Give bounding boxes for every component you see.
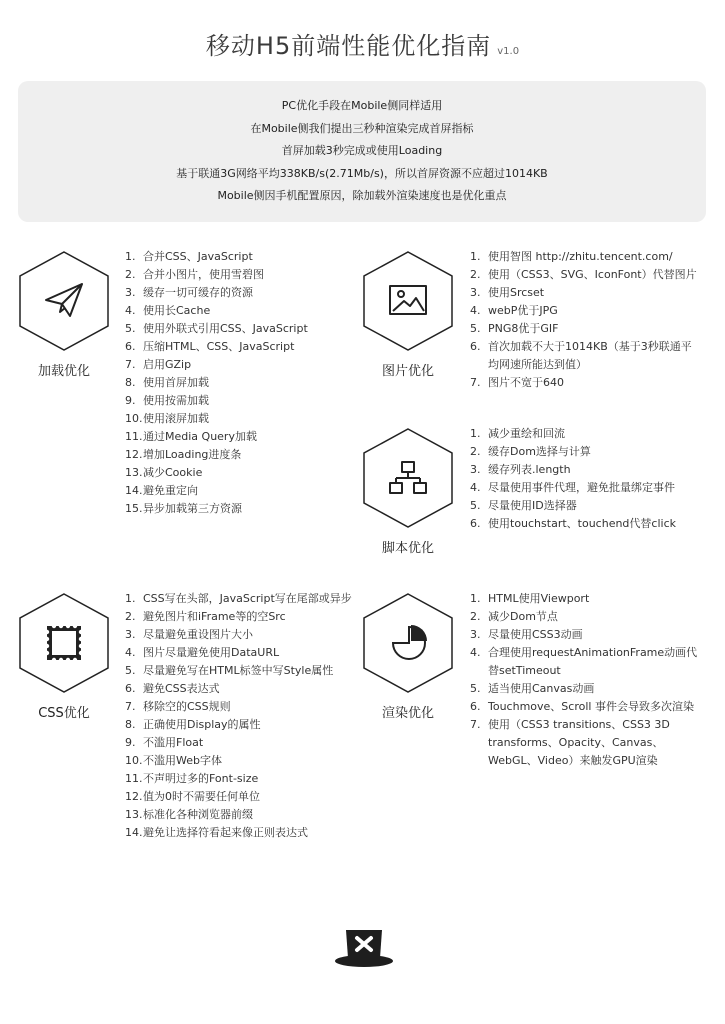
- css-list: [125, 590, 355, 842]
- list-item-number: 6.: [125, 682, 136, 695]
- list-item: [125, 788, 355, 806]
- list-item: [125, 374, 340, 392]
- list-item: [125, 608, 355, 626]
- list-item-number: 4.: [125, 304, 136, 317]
- list-item-number: 7.: [125, 358, 136, 371]
- list-item: [470, 461, 700, 479]
- list-item-text: 缓存Dom选择与计算: [488, 445, 591, 458]
- list-item: [125, 680, 355, 698]
- list-item-number: 8.: [125, 718, 136, 731]
- list-item: [125, 824, 355, 842]
- list-item-text: 标准化各种浏览器前缀: [143, 808, 253, 821]
- hexagon-frame: [360, 248, 456, 358]
- list-item-number: 10.: [125, 412, 143, 425]
- loading-badge: [16, 248, 112, 379]
- paper-plane-icon: [46, 284, 82, 316]
- hexagon-frame: [360, 425, 456, 535]
- list-item-text: 正确使用Display的属性: [143, 718, 261, 731]
- list-item-number: 5.: [470, 499, 481, 512]
- list-item-text: 尽量使用ID选择器: [488, 499, 577, 512]
- list-item-number: 5.: [125, 664, 136, 677]
- list-item: [470, 284, 700, 302]
- list-item-text: 适当使用Canvas动画: [488, 682, 595, 695]
- list-item-number: 11.: [125, 430, 143, 443]
- page-title: 移动H5前端性能优化指南: [205, 32, 492, 60]
- list-item-number: 14.: [125, 826, 143, 839]
- list-item-text: 使用（CSS3 transitions、CSS3 3D transforms、Opacity、Canvas、WebGL、Video）来触发GPU渲染: [488, 718, 670, 767]
- list-item-number: 3.: [470, 463, 481, 476]
- list-item-number: 13.: [125, 808, 143, 821]
- list-item-number: 2.: [470, 268, 481, 281]
- top-hat-logo-icon: [334, 924, 394, 976]
- list-item-text: 缓存一切可缓存的资源: [143, 286, 253, 299]
- hexagon-frame: [16, 248, 112, 358]
- list-item-text: 使用智图 http://zhitu.tencent.com/: [488, 250, 673, 263]
- list-item: [470, 479, 700, 497]
- list-item: [125, 734, 355, 752]
- list-item-text: 不声明过多的Font-size: [143, 772, 259, 785]
- list-item-number: 13.: [125, 466, 143, 479]
- list-item: [125, 500, 340, 518]
- list-item-number: 8.: [125, 376, 136, 389]
- list-item-text: 移除空的CSS规则: [143, 700, 231, 713]
- list-item-number: 11.: [125, 772, 143, 785]
- list-item: [470, 374, 700, 392]
- list-item: [470, 590, 702, 608]
- list-item-text: 避免CSS表达式: [143, 682, 220, 695]
- list-item-text: 避免图片和iFrame等的空Src: [143, 610, 286, 623]
- list-item: [125, 698, 355, 716]
- list-item-number: 3.: [470, 286, 481, 299]
- list-item-number: 9.: [125, 394, 136, 407]
- list-item: [125, 752, 355, 770]
- list-item-number: 15.: [125, 502, 143, 515]
- list-item-text: 不滥用Web字体: [143, 754, 222, 767]
- section-label-image: 图片优化: [381, 364, 434, 379]
- list-item-number: 9.: [125, 736, 136, 749]
- list-item: [125, 266, 340, 284]
- list-item: [470, 497, 700, 515]
- list-item: [125, 338, 340, 356]
- list-item-text: 图片不宽于640: [488, 376, 564, 389]
- list-item-text: 使用长Cache: [143, 304, 211, 317]
- script-badge: [360, 425, 456, 556]
- page-header: [0, 26, 725, 61]
- list-item-number: 4.: [125, 646, 136, 659]
- image-badge: [360, 248, 456, 379]
- list-item-number: 5.: [470, 322, 481, 335]
- list-item-number: 1.: [125, 592, 136, 605]
- list-item-number: 2.: [470, 610, 481, 623]
- list-item: [470, 698, 702, 716]
- list-item-text: 通过Media Query加载: [143, 430, 257, 443]
- list-item: [125, 248, 340, 266]
- list-item: [125, 446, 340, 464]
- list-item: [125, 464, 340, 482]
- list-item-text: 值为0时不需要任何单位: [143, 790, 260, 803]
- list-item-text: 图片尽量避免使用DataURL: [143, 646, 280, 659]
- summary-line: 基于联通3G网络平均338KB/s(2.71Mb/s)，所以首屏资源不应超过1014KB: [176, 166, 548, 180]
- list-item: [470, 425, 700, 443]
- list-item-text: 不滥用Float: [143, 736, 204, 749]
- summary-line: 首屏加载3秒完成或使用Loading: [281, 144, 443, 157]
- version-label: v1.0: [497, 46, 520, 57]
- list-item-number: 4.: [470, 646, 481, 659]
- list-item-text: 使用首屏加载: [143, 376, 209, 389]
- list-item-number: 6.: [470, 700, 481, 713]
- list-item: [125, 626, 355, 644]
- list-item-number: 1.: [470, 592, 481, 605]
- script-list: [470, 425, 700, 533]
- list-item-text: 增加Loading进度条: [143, 448, 242, 461]
- list-item: [470, 680, 702, 698]
- list-item-text: 使用（CSS3、SVG、IconFont）代替图片: [488, 268, 697, 281]
- list-item-number: 2.: [125, 268, 136, 281]
- list-item-text: 减少重绘和回流: [488, 427, 565, 440]
- list-item-text: 合并CSS、JavaScript: [143, 250, 253, 263]
- list-item: [125, 644, 355, 662]
- list-item-text: 压缩HTML、CSS、JavaScript: [143, 340, 295, 353]
- list-item-number: 2.: [125, 610, 136, 623]
- list-item: [470, 716, 702, 770]
- list-item-text: 使用外联式引用CSS、JavaScript: [143, 322, 308, 335]
- list-item-text: 首次加载不大于1014KB（基于3秒联通平均网速所能达到值）: [488, 340, 692, 371]
- list-item: [125, 302, 340, 320]
- sitemap-icon: [390, 462, 426, 493]
- section-label-script: 脚本优化: [381, 541, 434, 556]
- stamp-frame-icon: [45, 624, 83, 662]
- list-item-text: 合并小图片，使用雪碧图: [143, 268, 264, 281]
- list-item-text: CSS写在头部，JavaScript写在尾部或异步: [143, 592, 352, 605]
- list-item: [470, 626, 702, 644]
- list-item-number: 6.: [470, 517, 481, 530]
- list-item-number: 4.: [470, 304, 481, 317]
- list-item-text: 使用滚屏加载: [143, 412, 209, 425]
- list-item: [125, 770, 355, 788]
- list-item-number: 3.: [125, 628, 136, 641]
- list-item-text: 缓存列表.length: [488, 463, 571, 476]
- pie-chart-icon: [393, 625, 427, 659]
- list-item: [470, 644, 702, 680]
- list-item-text: 尽量避免重设图片大小: [143, 628, 253, 641]
- list-item-text: 尽量避免写在HTML标签中写Style属性: [143, 664, 334, 677]
- picture-icon: [390, 286, 426, 314]
- section-label-loading: 加载优化: [37, 364, 90, 379]
- list-item: [470, 266, 700, 284]
- list-item-text: 启用GZip: [143, 358, 192, 371]
- list-item: [125, 320, 340, 338]
- hexagon-frame: [16, 590, 112, 700]
- summary-line: PC优化手段在Mobile侧同样适用: [281, 99, 443, 112]
- list-item-text: PNG8优于GIF: [488, 322, 559, 335]
- list-item: [125, 428, 340, 446]
- list-item-number: 1.: [125, 250, 136, 263]
- summary-line: Mobile侧因手机配置原因，除加载外渲染速度也是优化重点: [217, 189, 507, 202]
- list-item: [470, 302, 700, 320]
- list-item: [125, 590, 355, 608]
- list-item-text: 合理使用requestAnimationFrame动画代替setTimeout: [488, 646, 698, 677]
- section-label-css: CSS优化: [38, 706, 90, 721]
- list-item-text: 使用按需加载: [143, 394, 209, 407]
- loading-list: [125, 248, 340, 518]
- list-item-number: 6.: [470, 340, 481, 353]
- list-item-number: 1.: [470, 250, 481, 263]
- list-item-number: 5.: [470, 682, 481, 695]
- list-item-number: 4.: [470, 481, 481, 494]
- list-item-text: 减少Cookie: [143, 466, 203, 479]
- list-item-number: 3.: [125, 286, 136, 299]
- hexagon-frame: [360, 590, 456, 700]
- list-item-text: 避免让选择符看起来像正则表达式: [143, 826, 308, 839]
- list-item: [125, 806, 355, 824]
- list-item: [125, 284, 340, 302]
- list-item-text: 避免重定向: [143, 484, 198, 497]
- list-item: [125, 392, 340, 410]
- list-item-number: 3.: [470, 628, 481, 641]
- list-item: [125, 716, 355, 734]
- list-item: [470, 320, 700, 338]
- list-item: [125, 410, 340, 428]
- list-item-number: 2.: [470, 445, 481, 458]
- list-item-text: HTML使用Viewport: [488, 592, 590, 605]
- render-list: [470, 590, 702, 770]
- css-badge: [16, 590, 112, 721]
- list-item: [125, 662, 355, 680]
- list-item: [470, 443, 700, 461]
- list-item-number: 10.: [125, 754, 143, 767]
- list-item-number: 1.: [470, 427, 481, 440]
- list-item-text: 减少Dom节点: [488, 610, 558, 623]
- list-item-text: 异步加载第三方资源: [143, 502, 242, 515]
- render-badge: [360, 590, 456, 721]
- list-item: [470, 248, 700, 266]
- list-item-text: 尽量使用CSS3动画: [488, 628, 583, 641]
- list-item-number: 12.: [125, 790, 143, 803]
- list-item: [470, 515, 700, 533]
- list-item-text: 使用Srcset: [488, 286, 545, 299]
- list-item: [125, 356, 340, 374]
- list-item: [470, 338, 700, 374]
- list-item-text: webP优于JPG: [488, 304, 558, 317]
- list-item-number: 7.: [470, 718, 481, 731]
- list-item-text: Touchmove、Scroll 事件会导致多次渲染: [488, 700, 694, 713]
- list-item-number: 7.: [125, 700, 136, 713]
- list-item-number: 7.: [470, 376, 481, 389]
- section-label-render: 渲染优化: [381, 706, 434, 721]
- list-item-number: 12.: [125, 448, 143, 461]
- list-item-text: 尽量使用事件代理，避免批量绑定事件: [488, 481, 675, 494]
- list-item-text: 使用touchstart、touchend代替click: [488, 517, 676, 530]
- list-item: [470, 608, 702, 626]
- list-item-number: 5.: [125, 322, 136, 335]
- image-list: [470, 248, 700, 392]
- summary-line: 在Mobile侧我们提出三秒种渲染完成首屏指标: [250, 121, 474, 135]
- summary-box: [18, 81, 706, 222]
- list-item-number: 6.: [125, 340, 136, 353]
- list-item: [125, 482, 340, 500]
- list-item-number: 14.: [125, 484, 143, 497]
